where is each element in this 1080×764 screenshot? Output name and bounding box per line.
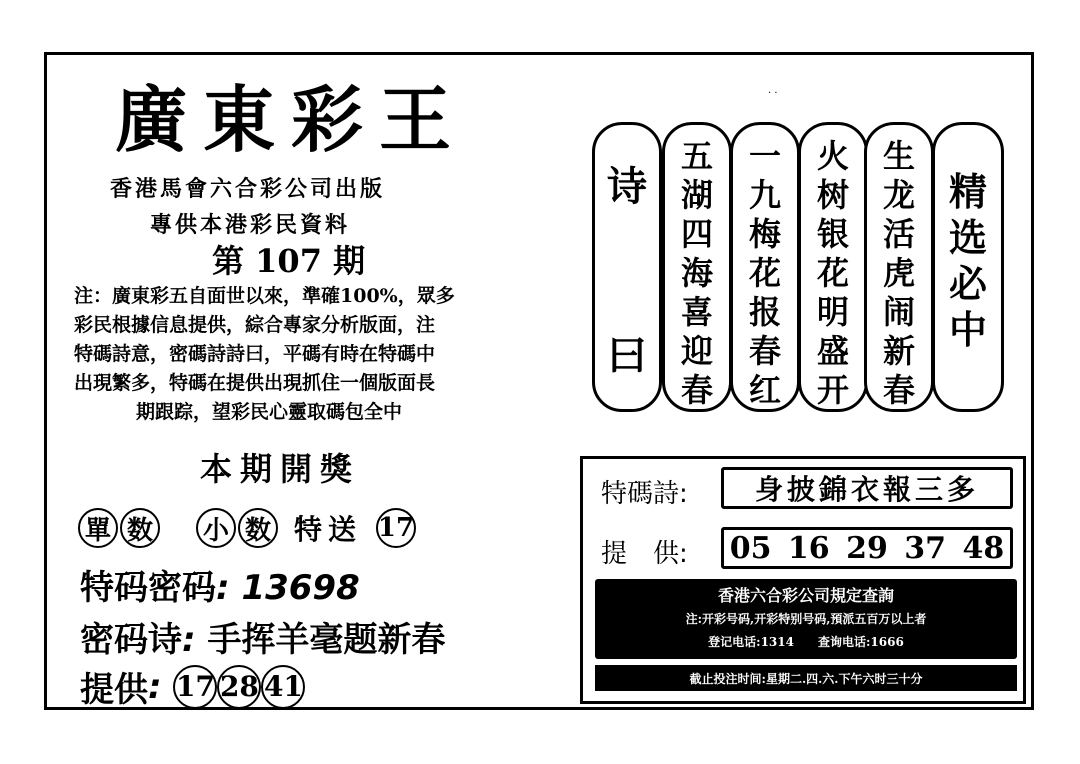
provide-line: 提供 : 17 28 41 [80,662,305,711]
scroll-char: 报 [748,293,781,331]
issue-value: 107 [255,242,322,280]
code-poem-line: 密码诗: 手挥羊毫题新春 [80,620,446,660]
pick-number-char: 数 [238,508,278,548]
audience-line: 專供本港彩民資料 [150,212,351,238]
provide-number: 17 [173,665,217,709]
scroll-char: 闹 [882,293,915,331]
scroll-char: 五 [680,137,713,175]
notes-line: 期跟踪，望彩民心靈取碼包全中 [136,401,403,423]
scroll-char: 四 [680,215,713,253]
pick-number-char: 数 [120,508,160,548]
issue-prefix: 第 [212,242,245,280]
draw-picks [78,508,418,548]
scroll-col-2 [730,122,800,412]
scroll-char: 春 [748,332,781,370]
scroll-char: 湖 [680,176,713,214]
poem-label: 特碼詩: [601,479,688,509]
scroll-char: 树 [816,176,849,214]
provide-label: 提供 [80,670,148,710]
code-poem-value: 手挥羊毫题新春 [207,620,446,660]
draw-title: 本期開獎 [200,450,361,488]
scroll-char: 迎 [680,332,713,370]
secret-code-line: 特码密码: 13698 [80,568,360,608]
provide-numbers-right: 05 16 29 37 48 [721,527,1013,569]
notes-line: 注：廣東彩五自面世以來，準確100%，眾多 [74,285,455,307]
scroll-col-3 [798,122,868,412]
deadline-band: 截止投注时间:星期二.四.六.下午六时三十分 [595,665,1017,691]
scroll-char: 曰 [607,332,647,379]
scroll-char: 一 [748,137,781,175]
inquiry-phones: 登记电话:1314 查询电话:1666 [708,635,904,649]
provide-label-right: 提 供: [601,539,688,569]
scroll-col-1 [662,122,732,412]
scroll-char: 春 [680,371,713,409]
scroll-char: 盛 [816,332,849,370]
special-number: 17 [376,508,416,548]
scroll-char: 春 [882,371,915,409]
scroll-char: 精 [948,169,987,214]
pick-odd-char: 單 [78,508,118,548]
notes-line: 彩民根據信息提供，綜合專家分析版面，注 [74,314,436,336]
code-poem-label: 密码诗 [80,620,182,660]
provide-number: 41 [261,665,305,709]
provide-number: 28 [217,665,261,709]
scroll-selected [932,122,1004,412]
publisher-line: 香港馬會六合彩公司出版 [110,176,386,202]
scroll-char: 火 [816,137,849,175]
scroll-char: 生 [882,137,915,175]
inquiry-note: 注:开彩号码,开彩特别号码,預派五百万以上者 [685,612,927,626]
issue-number [212,236,365,282]
scroll-char: 新 [882,332,915,370]
scroll-char: 梅 [748,215,781,253]
scroll-char: 花 [816,254,849,292]
scroll-char: 喜 [680,293,713,331]
scroll-char: 龙 [882,176,915,214]
notes-line: 出現繁多，特碼在提供出現抓住一個版面長 [74,372,436,394]
scroll-col-4 [864,122,934,412]
scroll-char: 诗 [607,163,647,210]
special-label: 特送 [294,513,363,546]
scroll-char: 必 [948,261,987,306]
inquiry-title: 香港六合彩公司規定查詢 [717,586,894,605]
secret-code-label: 特码密码 [80,568,216,608]
decorative-dots: · · [768,88,778,99]
scroll-char: 海 [680,254,713,292]
issue-suffix: 期 [333,242,366,280]
scroll-char: 明 [816,293,849,331]
scroll-char: 九 [748,176,781,214]
poem-value: 身披錦衣報三多 [721,467,1013,509]
notes-line: 特碼詩意，密碼詩詩曰，平碼有時在特碼中 [74,343,436,365]
scroll-char: 中 [948,307,987,352]
notes-block [74,282,546,427]
inquiry-band [595,579,1017,659]
scroll-char: 活 [882,215,915,253]
scroll-char: 开 [816,371,849,409]
scroll-char: 虎 [882,254,915,292]
page-title: 廣東彩王 [115,77,468,162]
secret-code-value: 13698 [241,568,360,608]
scroll-char: 银 [816,215,849,253]
pick-small-char: 小 [196,508,236,548]
scroll-poem [592,122,662,412]
scroll-char: 选 [948,215,987,260]
scroll-char: 红 [748,371,781,409]
scroll-char: 花 [748,254,781,292]
info-box [580,456,1026,704]
